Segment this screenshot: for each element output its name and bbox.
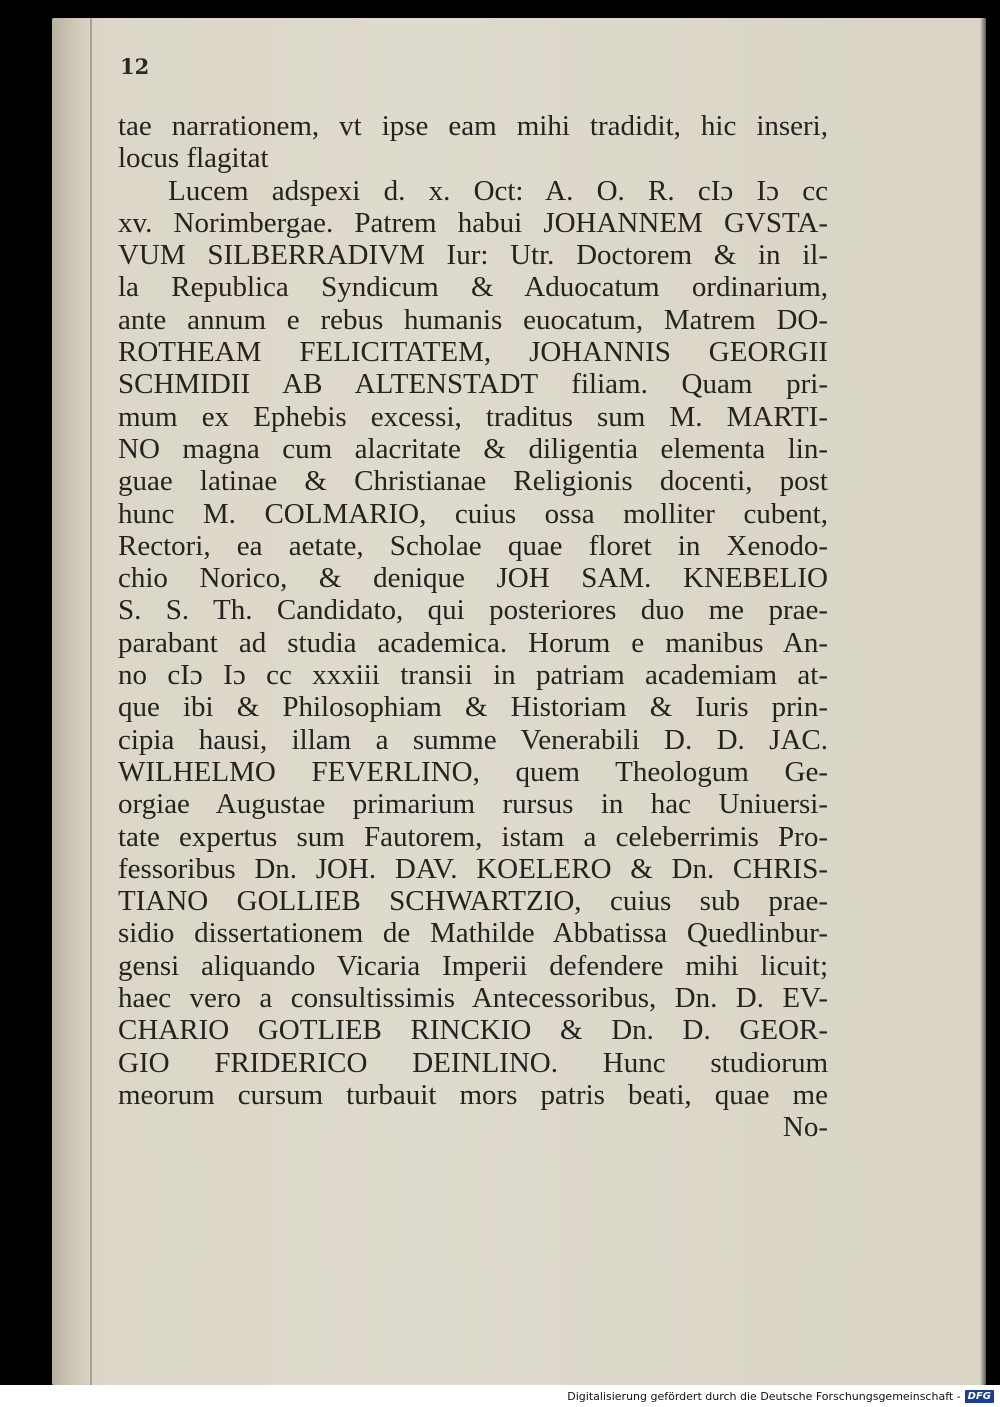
catchword: No- bbox=[782, 1111, 828, 1144]
text-line: WILHELMO FEVERLINO, quem Theologum Ge- bbox=[118, 755, 828, 788]
text-line: xv. Norimbergae. Patrem habui JOHANNEM GVSTA- bbox=[118, 206, 828, 239]
text-line: ROTHEAM FELICITATEM, JOHANNIS GEORGII bbox=[118, 336, 828, 369]
text-line: S. S. Th. Candidato, qui posteriores duo me prae- bbox=[118, 594, 828, 627]
text-line: orgiae Augustae primarium rursus in hac Uniuersi- bbox=[118, 788, 828, 821]
text-line: que ibi & Philosophiam & Historiam & Iuris prin- bbox=[118, 691, 828, 724]
page-edge-shadow bbox=[980, 18, 986, 1385]
text-line: tate expertus sum Fautorem, istam a celeberrimis Pro- bbox=[118, 820, 828, 853]
page-number: 12 bbox=[120, 54, 150, 79]
text-line: sidio dissertationem de Mathilde Abbatissa Quedlinbur- bbox=[118, 917, 828, 950]
text-line: parabant ad studia academica. Horum e manibus An- bbox=[118, 626, 828, 659]
text-line: TIANO GOLLIEB SCHWARTZIO, cuius sub prae- bbox=[118, 885, 828, 918]
text-line: no cIɔ Iɔ cc xxxiii transii in patriam academiam at- bbox=[118, 659, 828, 692]
text-line: Lucem adspexi d. x. Oct: A. O. R. cIɔ Iɔ cc bbox=[168, 174, 828, 207]
dfg-logo: DFG bbox=[965, 1390, 994, 1403]
text-line: hunc M. COLMARIO, cuius ossa molliter cubent, bbox=[118, 497, 828, 530]
text-line: NO magna cum alacritate & diligentia elementa lin- bbox=[118, 432, 828, 465]
text-line: locus flagitat bbox=[118, 142, 269, 175]
text-line: Rectori, ea aetate, Scholae quae floret in Xenodo- bbox=[118, 529, 828, 562]
page-text bbox=[118, 110, 828, 1144]
text-line: fessoribus Dn. JOH. DAV. KOELERO & Dn. CHRIS- bbox=[118, 852, 828, 885]
page-fold-line bbox=[90, 18, 92, 1385]
text-line: haec vero a consultissimis Antecessoribus, Dn. D. EV- bbox=[118, 982, 828, 1015]
funding-notice: Digitalisierung gefördert durch die Deutsche Forschungsgemeinschaft - bbox=[567, 1389, 961, 1403]
text-line: SCHMIDII AB ALTENSTADT filiam. Quam pri- bbox=[118, 368, 828, 401]
text-line: CHARIO GOTLIEB RINCKIO & Dn. D. GEOR- bbox=[118, 1014, 828, 1047]
spine-shadow bbox=[52, 18, 92, 1385]
text-line: cipia hausi, illam a summe Venerabili D. D. JAC. bbox=[118, 723, 828, 756]
text-line: GIO FRIDERICO DEINLINO. Hunc studiorum bbox=[118, 1046, 828, 1079]
text-line: guae latinae & Christianae Religionis docenti, post bbox=[118, 465, 828, 498]
text-line: gensi aliquando Vicaria Imperii defendere mihi licuit; bbox=[118, 949, 828, 982]
text-line: la Republica Syndicum & Aduocatum ordinarium, bbox=[118, 271, 828, 304]
text-line: meorum cursum turbauit mors patris beati, quae me bbox=[118, 1078, 828, 1111]
scanned-page bbox=[52, 18, 986, 1385]
text-line: tae narrationem, vt ipse eam mihi tradidit, hic inseri, bbox=[118, 110, 828, 142]
text-line: ante annum e rebus humanis euocatum, Matrem DO- bbox=[118, 303, 828, 336]
text-line: VUM SILBERRADIVM Iur: Utr. Doctorem & in il- bbox=[118, 239, 828, 272]
text-line: chio Norico, & denique JOH SAM. KNEBELIO bbox=[118, 562, 828, 595]
digitization-footer bbox=[0, 1385, 1000, 1407]
text-line: mum ex Ephebis excessi, traditus sum M. MARTI- bbox=[118, 400, 828, 433]
